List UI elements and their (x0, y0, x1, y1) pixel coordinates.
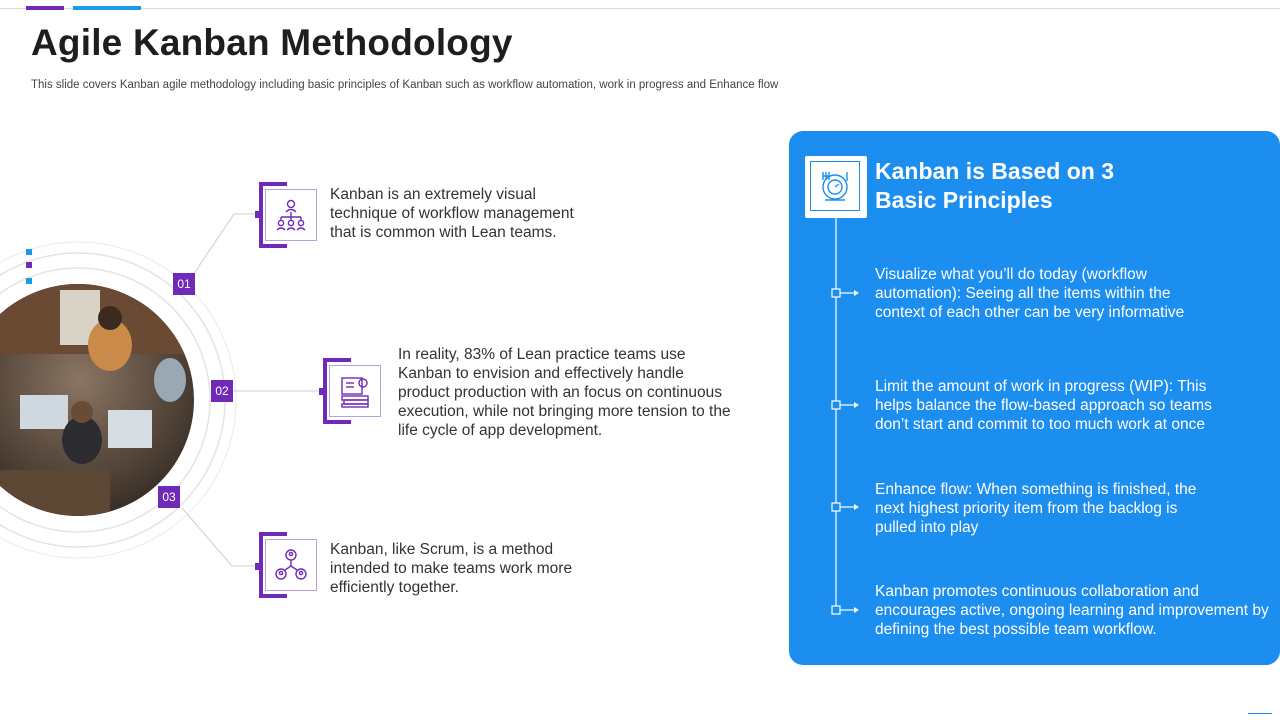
principle-4: Kanban promotes continuous collaboration and encourages active, ongoing learning and improvement by defining the best possible team workflow. (875, 583, 1269, 638)
page-subtitle: This slide covers Kanban agile methodology including basic principles of Kanban such as workflow automation, work in progress and Enhance flow (31, 79, 779, 91)
principle-1: Visualize what you’ll do today (workflow automation): Seeing all the items within the context of each other can be very informative (875, 266, 1185, 321)
page-title: Agile Kanban Methodology (31, 22, 513, 63)
step-badge-01: 01 (173, 273, 195, 295)
item-text-02: In reality, 83% of Lean practice teams use Kanban to envision and effectively handle product production with an focus on continuous execution, while not bringing more tension to the life cycle of app development. (398, 346, 731, 439)
item-text-01: Kanban is an extremely visual technique of workflow management that is common with Lean teams. (330, 186, 574, 241)
panel-title-line-1: Kanban is Based on 3 (875, 158, 1115, 184)
item-text-03: Kanban, like Scrum, is a method intended to make teams work more efficiently together. (330, 541, 573, 596)
principle-3: Enhance flow: When something is finished, the next highest priority item from the backlog is pulled into play (875, 481, 1197, 536)
step-badge-02: 02 (211, 380, 233, 402)
panel-title-line-2: Basic Principles (875, 187, 1053, 213)
clock-gauge-icon (815, 166, 855, 206)
panel-icon-box (805, 156, 867, 218)
principle-2: Limit the amount of work in progress (WIP): This helps balance the flow-based approach so teams don’t start and commit to too much work at once (875, 378, 1212, 433)
corner-mark (1248, 713, 1272, 714)
step-badge-03: 03 (158, 486, 180, 508)
panel-title (875, 157, 1114, 215)
